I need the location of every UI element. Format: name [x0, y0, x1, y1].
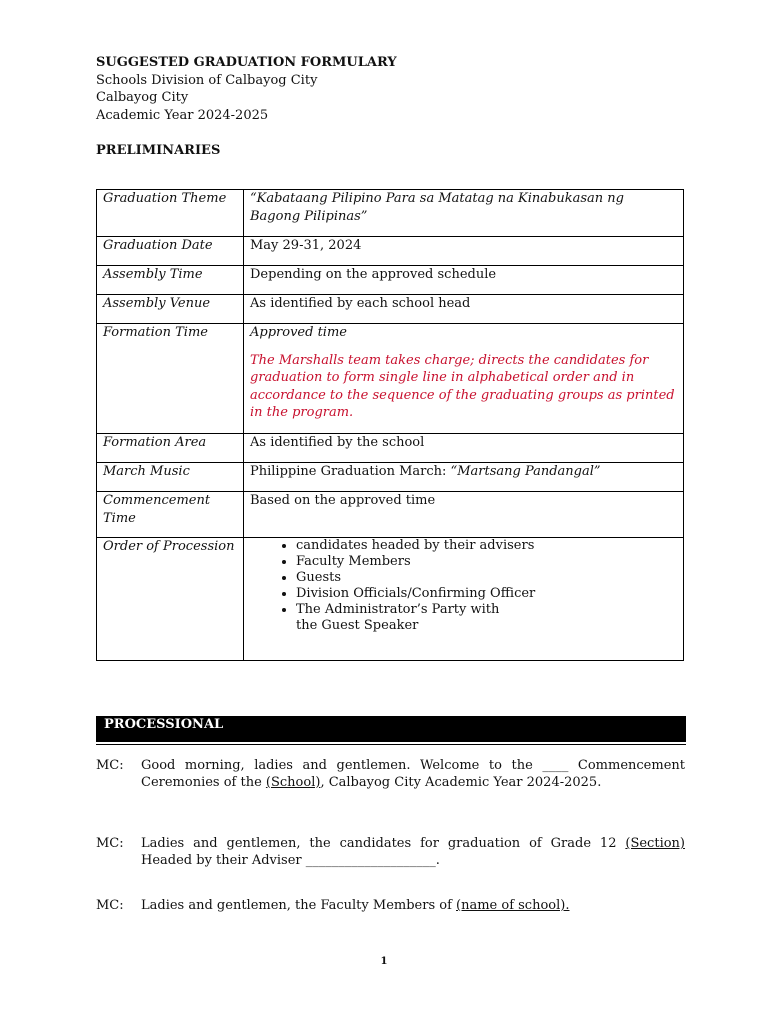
- school-placeholder: (School): [265, 774, 321, 790]
- mc-text: [141, 898, 685, 915]
- preliminaries-heading: PRELIMINARIES: [96, 143, 221, 158]
- table-row: [97, 434, 684, 463]
- mc-label: MC:: [96, 898, 124, 913]
- date-value: May 29-31, 2024: [244, 237, 684, 266]
- mc-text: [141, 758, 685, 791]
- date-label: Graduation Date: [97, 237, 244, 266]
- mc-text-part: Good morning, ladies and gentlemen. Welcome to the ____ Commencement Ceremonies of the: [141, 758, 685, 790]
- list-item: • candidates headed by their advisers: [296, 538, 677, 554]
- table-row: [97, 538, 684, 661]
- table-row: [97, 237, 684, 266]
- march-value-prefix: Philippine Graduation March:: [250, 464, 451, 479]
- mc-paragraph-3: [96, 898, 685, 915]
- document-title: SUGGESTED GRADUATION FORMULARY: [96, 55, 397, 70]
- formation-time-cell: [244, 324, 684, 434]
- assembly-time-label: Assembly Time: [97, 266, 244, 295]
- section-placeholder: (Section): [625, 836, 685, 851]
- school-placeholder: (name of school).: [456, 898, 570, 913]
- theme-label: Graduation Theme: [97, 190, 244, 237]
- page-number: 1: [380, 956, 388, 967]
- table-row: [97, 492, 684, 538]
- procession-list: [250, 538, 677, 618]
- mc-text: [141, 836, 685, 869]
- commencement-label: Commencement Time: [97, 492, 244, 538]
- table-row: [97, 266, 684, 295]
- procession-continuation: the Guest Speaker: [296, 618, 419, 633]
- assembly-venue-value: As identified by each school head: [244, 295, 684, 324]
- divider: [96, 744, 686, 745]
- table-row: [97, 463, 684, 492]
- table-row: [97, 190, 684, 237]
- assembly-venue-label: Assembly Venue: [97, 295, 244, 324]
- mc-label: MC:: [96, 836, 124, 851]
- list-item: • The Administrator’s Party with: [296, 602, 677, 618]
- preliminaries-table: [96, 189, 684, 661]
- division-line: Schools Division of Calbayog City: [96, 72, 318, 88]
- processional-banner: PROCESSIONAL: [96, 716, 686, 742]
- formation-time-note: The Marshalls team takes charge; directs the candidates for graduation to form single line in alphabetical order and in accordance to the sequence of the graduating groups as printed in the program.: [250, 352, 675, 420]
- march-value-title: “Martsang Pandangal”: [450, 464, 601, 479]
- list-item: • Faculty Members: [296, 554, 677, 570]
- table-row: [97, 295, 684, 324]
- mc-label: MC:: [96, 758, 124, 773]
- mc-text-part: , Calbayog City Academic Year 2024-2025.: [320, 774, 602, 790]
- academic-year-line: Academic Year 2024-2025: [96, 107, 269, 123]
- commencement-value: Based on the approved time: [244, 492, 684, 538]
- table-row: [97, 324, 684, 434]
- mc-text-part: Headed by their Adviser ____________________.: [141, 852, 440, 868]
- formation-time-value: Approved time: [250, 325, 347, 340]
- formation-area-label: Formation Area: [97, 434, 244, 463]
- march-label: March Music: [97, 463, 244, 492]
- list-item: • Guests: [296, 570, 677, 586]
- list-item: • Division Officials/Confirming Officer: [296, 586, 677, 602]
- assembly-time-value: Depending on the approved schedule: [244, 266, 684, 295]
- procession-label: Order of Procession: [97, 538, 244, 661]
- formation-time-label: Formation Time: [97, 324, 244, 434]
- march-value: [244, 463, 684, 492]
- mc-text-part: Ladies and gentlemen, the Faculty Members of: [141, 898, 457, 913]
- city-line: Calbayog City: [96, 90, 189, 105]
- formation-area-value: As identified by the school: [244, 434, 684, 463]
- procession-cell: [244, 538, 684, 661]
- mc-text-part: Ladies and gentlemen, the candidates for graduation of Grade 12: [141, 836, 626, 851]
- mc-paragraph-2: [96, 836, 685, 869]
- document-header: [96, 54, 397, 124]
- mc-paragraph-1: [96, 758, 685, 791]
- theme-value: “Kabataang Pilipino Para sa Matatag na Kinabukasan ng Bagong Pilipinas”: [244, 190, 684, 237]
